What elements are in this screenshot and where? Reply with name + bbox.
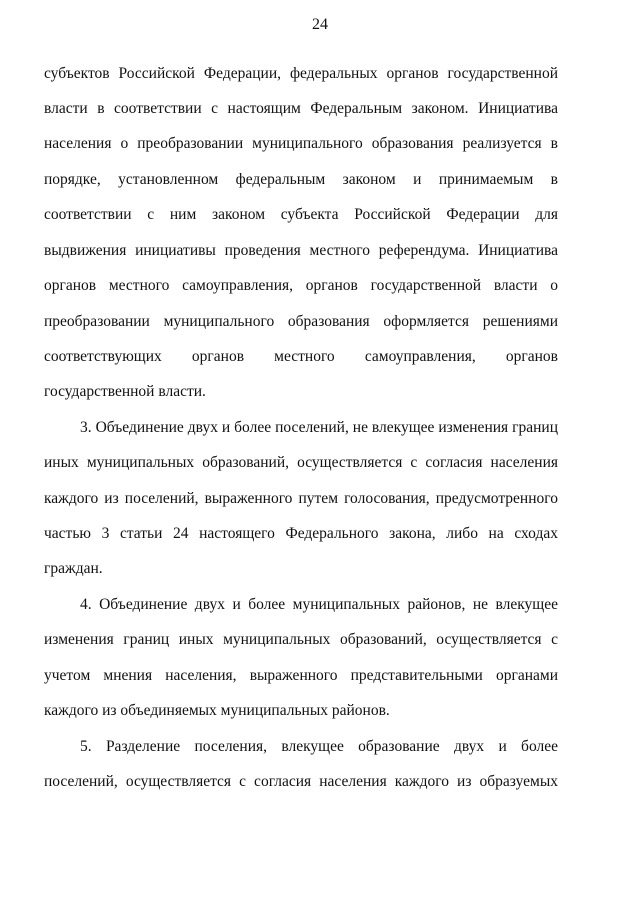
- text-line: соответствии с ним законом субъекта Российской Федерации для: [44, 206, 558, 223]
- text-line: населения о преобразовании муниципального образования реализуется в: [44, 135, 558, 152]
- text-line: изменения границ иных муниципальных образований, осуществляется с: [44, 631, 558, 648]
- text-line: иных муниципальных образований, осуществляется с согласия населения: [44, 454, 558, 471]
- text-line: субъектов Российской Федерации, федеральных органов государственной: [44, 65, 558, 82]
- text-line: преобразовании муниципального образования оформляется решениями: [44, 313, 558, 330]
- text-line: учетом мнения населения, выраженного представительными органами: [44, 667, 558, 684]
- text-line: поселений, осуществляется с согласия населения каждого из образуемых: [44, 773, 558, 790]
- text-line: каждого из поселений, выраженного путем голосования, предусмотренного: [44, 490, 558, 507]
- text-line: частью 3 статьи 24 настоящего Федерального закона, либо на сходах: [44, 525, 558, 542]
- text-line: выдвижения инициативы проведения местного референдума. Инициатива: [44, 242, 558, 259]
- text-line: власти в соответствии с настоящим Федеральным законом. Инициатива: [44, 100, 558, 117]
- text-line: органов местного самоуправления, органов государственной власти о: [44, 277, 558, 294]
- page-number: 24: [312, 16, 328, 33]
- text-line: порядке, установленном федеральным законом и принимаемым в: [44, 171, 558, 188]
- text-line: граждан.: [44, 560, 103, 577]
- text-line: государственной власти.: [44, 383, 206, 400]
- text-line: соответствующих органов местного самоуправления, органов: [44, 348, 558, 365]
- paragraph-4-first-line: 4. Объединение двух и более муниципальных районов, не влекущее: [80, 596, 558, 613]
- paragraph-5-first-line: 5. Разделение поселения, влекущее образование двух и более: [80, 738, 558, 755]
- paragraph-3-first-line: 3. Объединение двух и более поселений, не влекущее изменения границ: [80, 419, 558, 436]
- text-line: каждого из объединяемых муниципальных районов.: [44, 702, 390, 719]
